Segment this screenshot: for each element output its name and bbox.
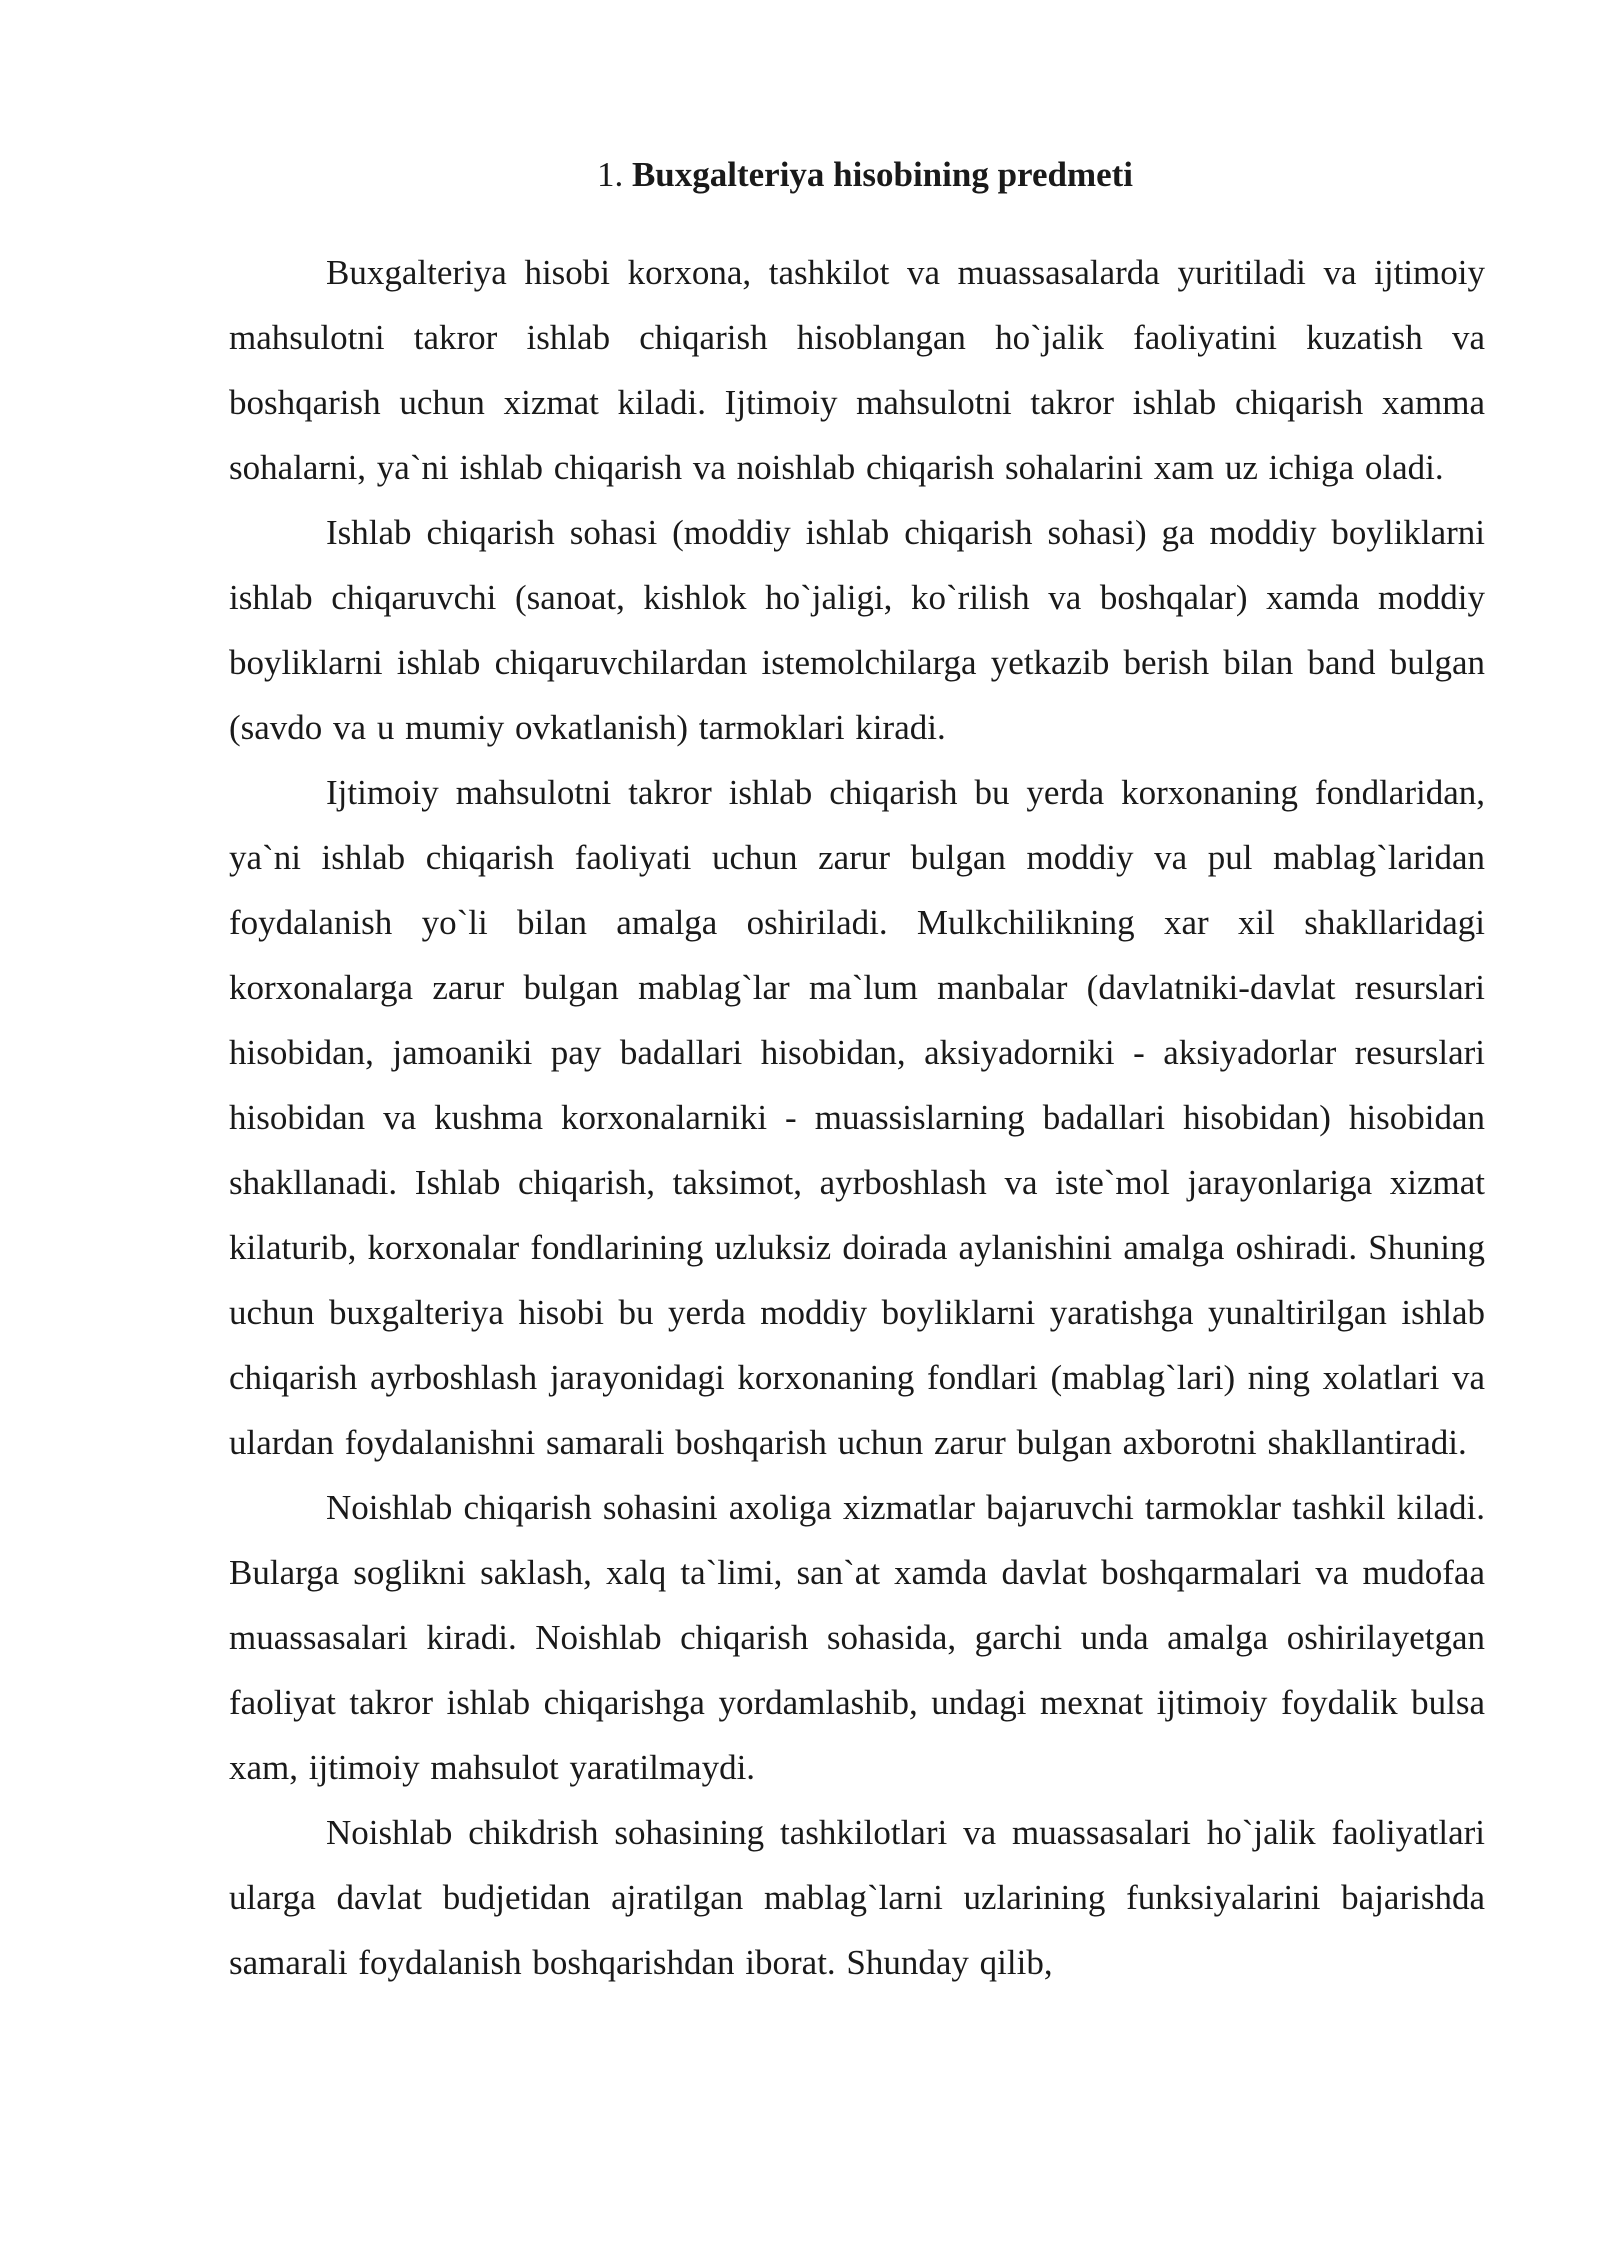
section-number: 1.: [596, 155, 624, 194]
body-paragraph: Buxgalteriya hisobi korxona, tashkilot va muassasalarda yuritiladi va ijtimoiy mahsulotni takror ishlab chiqarish hisoblangan ho`jalik faoliyatini kuzatish va boshqarish uchun xizmat kiladi. Ijtimoiy mahsulotni takror ishlab chiqarish xamma sohalarni, ya`ni ishlab chiqarish va noishlab chiqarish sohalarini xam uz ichiga oladi.: [229, 253, 1485, 487]
body-paragraph: Noishlab chiqarish sohasini axoliga xizmatlar bajaruvchi tarmoklar tashkil kiladi. Bularga soglikni saklash, xalq ta`limi, san`at xamda davlat boshqarmalari va mudofaa muassasalari kiradi. Noishlab chiqarish sohasida, garchi unda amalga oshirilayetgan faoliyat takror ishlab chiqarishga yordamlashib, undagi mexnat ijtimoiy foydalik bulsa xam, ijtimoiy mahsulot yaratilmaydi.: [229, 1488, 1485, 1787]
section-heading: [229, 150, 1485, 200]
section-title: Buxgalteriya hisobining predmeti: [631, 155, 1134, 194]
body-paragraph: Noishlab chikdrish sohasining tashkilotlari va muassasalari ho`jalik faoliyatlari ularga davlat budjetidan ajratilgan mablag`larni uzlarining funksiyalarini bajarishda samarali foydalanish boshqarishdan iborat. Shunday qilib,: [229, 1813, 1485, 1982]
document-page: [229, 150, 1485, 1995]
body-paragraph: Ijtimoiy mahsulotni takror ishlab chiqarish bu yerda korxonaning fondlaridan, ya`ni ishlab chiqarish faoliyati uchun zarur bulgan moddiy va pul mablag`laridan foydalanish yo`li bilan amalga oshiriladi. Mulkchilikning xar xil shakllaridagi korxonalarga zarur bulgan mablag`lar ma`lum manbalar (davlatniki-davlat resurslari hisobidan, jamoaniki pay badallari hisobidan, aksiyadorniki - aksiyadorlar resurslari hisobidan va kushma korxonalarniki - muassislarning badallari hisobidan) hisobidan shakllanadi. Ishlab chiqarish, taksimot, ayrboshlash va iste`mol jarayonlariga xizmat kilaturib, korxonalar fondlarining uzluksiz doirada aylanishini amalga oshiradi. Shuning uchun buxgalteriya hisobi bu yerda moddiy boyliklarni yaratishga yunaltirilgan ishlab chiqarish ayrboshlash jarayonidagi korxonaning fondlari (mablag`lari) ning xolatlari va ulardan foydalanishni samarali boshqarish uchun zarur bulgan axborotni shakllantiradi.: [229, 773, 1485, 1462]
body-paragraph: Ishlab chiqarish sohasi (moddiy ishlab chiqarish sohasi) ga moddiy boyliklarni ishlab chiqaruvchi (sanoat, kishlok ho`jaligi, ko`rilish va boshqalar) xamda moddiy boyliklarni ishlab chiqaruvchilardan istemolchilarga yetkazib berish bilan band bulgan (savdo va u mumiy ovkatlanish) tarmoklari kiradi.: [229, 513, 1485, 747]
